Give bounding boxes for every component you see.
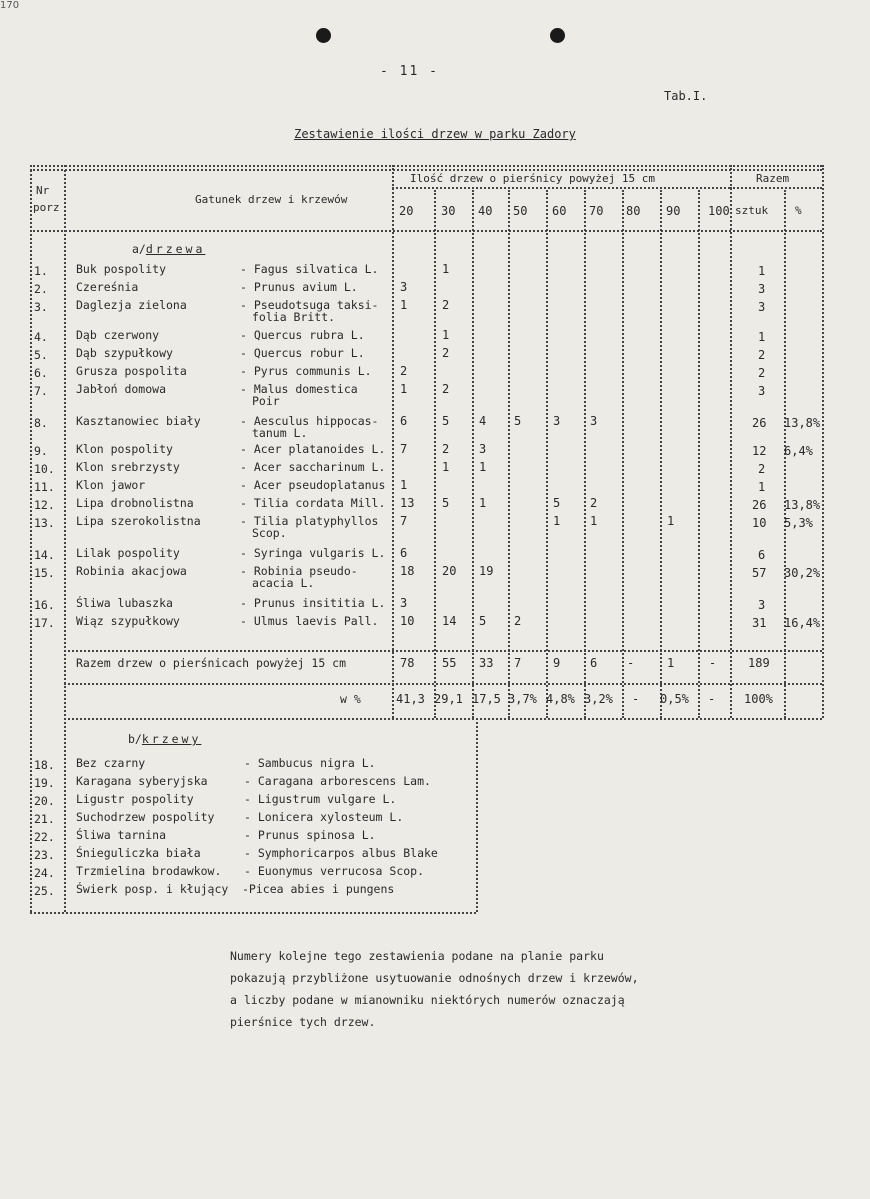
tree-row-count-30: 2 (442, 382, 450, 396)
tree-row-latin-name: - Pseudotsuga taksi- (240, 298, 379, 312)
header-pieces: sztuk (735, 204, 769, 217)
tree-row-count-50: 2 (514, 614, 522, 628)
tree-row-polish-name: Grusza pospolita (76, 364, 187, 378)
tree-row-nr: 1. (34, 264, 48, 278)
shrub-row-latin-name: - Euonymus verrucosa Scop. (244, 864, 425, 878)
sum-row-value-100: - (709, 656, 717, 670)
pct-row-value-40: 17,5 (472, 692, 501, 706)
pct-row-label: w % (340, 692, 361, 706)
diameter-column-border (660, 190, 662, 718)
shrub-row-latin-name: - Ligustrum vulgare L. (244, 792, 397, 806)
tree-row-nr: 3. (34, 300, 48, 314)
tree-row-total: 3 (758, 384, 766, 398)
total-group-rule (730, 187, 822, 189)
tree-row-total: 3 (758, 300, 766, 314)
shrub-row-latin-name: -Picea abies i pungens (242, 882, 395, 896)
tree-row-nr: 10. (34, 462, 55, 476)
sum-row-value-20: 78 (400, 656, 415, 670)
handwritten-note: 170 (0, 0, 20, 11)
tree-row-count-20: 10 (400, 614, 415, 628)
tree-row-nr: 12. (34, 498, 55, 512)
tree-row-count-30: 1 (442, 262, 450, 276)
left-border (30, 165, 32, 912)
sum-row-total: 189 (748, 656, 770, 670)
tree-row-nr: 16. (34, 598, 55, 612)
shrub-row-nr: 25. (34, 884, 55, 898)
pct-row-total: 100% (744, 692, 773, 706)
tree-row-polish-name: Dąb szypułkowy (76, 346, 173, 360)
tree-row-nr: 7. (34, 384, 48, 398)
shrub-row-polish-name: Karagana syberyjska (76, 774, 208, 788)
header-percent: % (795, 204, 802, 217)
shrub-row-latin-name: - Caragana arborescens Lam. (244, 774, 431, 788)
tree-row-count-40: 19 (479, 564, 494, 578)
table-reference: Tab.I. (664, 89, 708, 103)
tree-row-nr: 6. (34, 366, 48, 380)
diameter-column-border (546, 190, 548, 718)
tree-row-latin-name: - Tilia cordata Mill. (240, 496, 386, 510)
diameter-column-border (698, 190, 700, 718)
tree-row-count-40: 1 (479, 496, 487, 510)
header-diameter-90: 90 (666, 204, 681, 218)
tree-row-count-50: 5 (514, 414, 522, 428)
tree-row-count-30: 1 (442, 460, 450, 474)
shrub-row-polish-name: Trzmielina brodawkow. (76, 864, 222, 878)
tree-row-count-30: 1 (442, 328, 450, 342)
sum-top-rule (64, 650, 822, 652)
header-bottom-rule (30, 230, 822, 232)
tree-row-nr: 2. (34, 282, 48, 296)
header-count-group: Ilość drzew o pierśnicy powyżej 15 cm (410, 172, 656, 185)
tree-row-total: 2 (758, 366, 766, 380)
tree-row-count-20: 1 (400, 298, 408, 312)
tree-row-polish-name: Klon srebrzysty (76, 460, 180, 474)
shrub-row-latin-name: - Symphoricarpos albus Blake (244, 846, 438, 860)
tree-row-total: 1 (758, 264, 766, 278)
shrub-row-nr: 20. (34, 794, 55, 808)
header-diameter-50: 50 (513, 204, 528, 218)
tree-row-latin-name: Poir (252, 394, 280, 408)
tree-row-count-60: 1 (553, 514, 561, 528)
tree-row-polish-name: Czereśnia (76, 280, 139, 294)
tree-row-nr: 9. (34, 444, 48, 458)
tree-row-nr: 11. (34, 480, 55, 494)
tree-row-nr: 8. (34, 416, 48, 430)
tree-row-count-20: 7 (400, 442, 408, 456)
tree-row-count-90: 1 (667, 514, 675, 528)
tree-row-latin-name: - Tilia platyphyllos (240, 514, 379, 528)
tree-row-latin-name: tanum L. (252, 426, 308, 440)
tree-row-total: 1 (758, 480, 766, 494)
tree-row-latin-name: - Acer saccharinum L. (240, 460, 386, 474)
tree-row-count-20: 1 (400, 478, 408, 492)
sum-row-value-70: 6 (590, 656, 598, 670)
tree-row-total: 3 (758, 282, 766, 296)
shrub-row-nr: 23. (34, 848, 55, 862)
sum-row-label: Razem drzew o pierśnicach powyżej 15 cm (76, 656, 347, 670)
shrub-row-polish-name: Świerk posp. i kłujący (76, 882, 229, 896)
tree-row-count-70: 1 (590, 514, 598, 528)
tree-row-polish-name: Lipa szerokolistna (76, 514, 201, 528)
tree-row-count-60: 5 (553, 496, 561, 510)
tree-row-count-30: 20 (442, 564, 457, 578)
trees-section-label (132, 242, 205, 256)
diameter-column-border (584, 190, 586, 718)
tree-row-count-30: 5 (442, 496, 450, 510)
tree-row-latin-name: - Acer pseudoplatanus (240, 478, 386, 492)
tree-row-count-20: 13 (400, 496, 415, 510)
tree-row-count-40: 3 (479, 442, 487, 456)
tree-row-count-30: 14 (442, 614, 457, 628)
shrub-row-polish-name: Śliwa tarnina (76, 828, 167, 842)
pct-row-value-70: 3,2% (584, 692, 613, 706)
tree-row-count-60: 3 (553, 414, 561, 428)
tree-row-percent: 30,2% (784, 566, 821, 580)
diameter-column-border (472, 190, 474, 718)
tree-row-latin-name: - Robinia pseudo- (240, 564, 358, 578)
tree-row-latin-name: - Prunus avium L. (240, 280, 358, 294)
tree-row-count-20: 1 (400, 382, 408, 396)
tree-row-total: 3 (758, 598, 766, 612)
shrub-row-nr: 21. (34, 812, 55, 826)
tree-row-latin-name: - Malus domestica (240, 382, 358, 396)
tree-row-latin-name: - Fagus silvatica L. (240, 262, 379, 276)
footnote (230, 945, 700, 1033)
shrub-row-nr: 19. (34, 776, 55, 790)
header-diameter-20: 20 (399, 204, 414, 218)
tree-row-count-20: 7 (400, 514, 408, 528)
tree-row-count-40: 1 (479, 460, 487, 474)
tree-row-count-20: 6 (400, 546, 408, 560)
tree-row-percent: 13,8% (784, 498, 821, 512)
tree-row-total: 57 (752, 566, 767, 580)
tree-row-latin-name: - Aesculus hippocas- (240, 414, 379, 428)
tree-row-latin-name: folia Britt. (252, 310, 336, 324)
shrub-row-latin-name: - Prunus spinosa L. (244, 828, 376, 842)
sum-row-value-80: - (627, 656, 635, 670)
tree-row-count-70: 2 (590, 496, 598, 510)
header-diameter-80: 80 (626, 204, 641, 218)
tree-row-polish-name: Klon jawor (76, 478, 146, 492)
section-title: drzewa (145, 242, 206, 256)
shrub-row-nr: 24. (34, 866, 55, 880)
tree-row-latin-name: - Syringa vulgaris L. (240, 546, 386, 560)
tree-row-latin-name: - Quercus rubra L. (240, 328, 365, 342)
footnote-line: pierśnice tych drzew. (230, 1015, 376, 1029)
tree-row-polish-name: Robinia akacjowa (76, 564, 187, 578)
tree-row-polish-name: Wiąz szypułkowy (76, 614, 180, 628)
shrub-row-polish-name: Suchodrzew pospolity (76, 810, 215, 824)
shrubs-section-label (128, 732, 201, 746)
footnote-line: a liczby podane w mianowniku niektórych numerów oznaczają (230, 993, 625, 1007)
tree-row-count-20: 6 (400, 414, 408, 428)
shrub-row-nr: 18. (34, 758, 55, 772)
sum-bottom-rule (64, 683, 822, 685)
pct-row-value-20: 41,3 (396, 692, 425, 706)
tree-row-total: 12 (752, 444, 767, 458)
shrub-row-polish-name: Ligustr pospolity (76, 792, 194, 806)
shrubs-right-border (476, 718, 478, 912)
table-title: Zestawienie ilości drzew w parku Zadory (294, 127, 576, 141)
tree-row-latin-name: acacia L. (252, 576, 315, 590)
tree-row-count-40: 4 (479, 414, 487, 428)
tree-row-polish-name: Daglezja zielona (76, 298, 187, 312)
tree-row-total: 26 (752, 416, 767, 430)
sum-row-value-30: 55 (442, 656, 457, 670)
header-species: Gatunek drzew i krzewów (195, 193, 348, 206)
tree-row-count-20: 2 (400, 364, 408, 378)
tree-row-total: 6 (758, 548, 766, 562)
header-nr-porz: porz (33, 201, 60, 214)
sum-row-value-60: 9 (553, 656, 561, 670)
header-diameter-60: 60 (552, 204, 567, 218)
shrub-row-latin-name: - Sambucus nigra L. (244, 756, 376, 770)
species-column-border (392, 165, 394, 718)
section-prefix: b/ (128, 732, 142, 746)
tree-row-count-20: 3 (400, 280, 408, 294)
tree-row-nr: 4. (34, 330, 48, 344)
table-top-rule (30, 165, 822, 167)
section-prefix: a/ (132, 242, 146, 256)
tree-row-percent: 16,4% (784, 616, 821, 630)
nr-column-border (64, 165, 66, 912)
sum-row-value-90: 1 (667, 656, 675, 670)
sum-row-value-40: 33 (479, 656, 494, 670)
header-nr: Nr (36, 184, 50, 197)
tree-row-latin-name: - Acer platanoides L. (240, 442, 386, 456)
shrub-row-nr: 22. (34, 830, 55, 844)
tree-row-polish-name: Klon pospolity (76, 442, 173, 456)
tree-row-percent: 5,3% (784, 516, 813, 530)
tree-row-count-30: 5 (442, 414, 450, 428)
count-group-rule (392, 187, 730, 189)
pct-row-value-60: 4,8% (546, 692, 575, 706)
section-title: krzewy (141, 732, 202, 746)
tree-row-total: 31 (752, 616, 767, 630)
tree-row-total: 26 (752, 498, 767, 512)
tree-row-total: 10 (752, 516, 767, 530)
tree-row-count-30: 2 (442, 346, 450, 360)
table-bottom-rule (30, 912, 476, 914)
right-border (822, 165, 824, 718)
tree-row-count-30: 2 (442, 442, 450, 456)
tree-row-nr: 15. (34, 566, 55, 580)
pct-row-value-100: - (708, 692, 716, 706)
tree-row-total: 1 (758, 330, 766, 344)
punch-hole-left (316, 28, 331, 43)
tree-row-latin-name: - Pyrus communis L. (240, 364, 372, 378)
tree-row-percent: 13,8% (784, 416, 821, 430)
tree-row-polish-name: Dąb czerwony (76, 328, 160, 342)
pct-bottom-rule (64, 718, 822, 720)
pct-row-value-80: - (632, 692, 640, 706)
footnote-line: pokazują przybliżone usytuowanie odnośnych drzew i krzewów, (230, 971, 639, 985)
sum-row-value-50: 7 (514, 656, 522, 670)
tree-row-count-20: 18 (400, 564, 415, 578)
header-diameter-30: 30 (441, 204, 456, 218)
tree-row-polish-name: Lilak pospolity (76, 546, 180, 560)
tree-row-polish-name: Lipa drobnolistna (76, 496, 194, 510)
tree-row-polish-name: Jabłoń domowa (76, 382, 167, 396)
tree-row-count-40: 5 (479, 614, 487, 628)
tree-row-latin-name: - Prunus insititia L. (240, 596, 386, 610)
header-diameter-40: 40 (478, 204, 493, 218)
tree-row-latin-name: Scop. (252, 526, 287, 540)
header-diameter-100: 100 (708, 204, 730, 218)
page-number: - 11 - (380, 64, 439, 79)
total-column-border (730, 165, 732, 718)
tree-row-count-70: 3 (590, 414, 598, 428)
tree-row-percent: 6,4% (784, 444, 813, 458)
tree-row-nr: 5. (34, 348, 48, 362)
diameter-column-border (622, 190, 624, 718)
pct-row-value-30: 29,1 (434, 692, 463, 706)
tree-row-total: 2 (758, 348, 766, 362)
tree-row-latin-name: - Quercus robur L. (240, 346, 365, 360)
tree-row-nr: 17. (34, 616, 55, 630)
tree-row-polish-name: Buk pospolity (76, 262, 167, 276)
header-total: Razem (756, 172, 790, 185)
punch-hole-right (550, 28, 565, 43)
pct-row-value-50: 3,7% (508, 692, 537, 706)
header-diameter-70: 70 (589, 204, 604, 218)
footnote-line: Numery kolejne tego zestawienia podane na planie parku (230, 949, 604, 963)
tree-row-count-20: 3 (400, 596, 408, 610)
tree-row-total: 2 (758, 462, 766, 476)
shrub-row-latin-name: - Lonicera xylosteum L. (244, 810, 404, 824)
tree-row-polish-name: Kasztanowiec biały (76, 414, 201, 428)
table-top-rule-double (30, 169, 822, 171)
tree-row-polish-name: Śliwa lubaszka (76, 596, 173, 610)
pct-row-value-90: 0,5% (660, 692, 689, 706)
tree-row-count-30: 2 (442, 298, 450, 312)
tree-row-nr: 13. (34, 516, 55, 530)
diameter-column-border (508, 190, 510, 718)
tree-row-latin-name: - Ulmus laevis Pall. (240, 614, 379, 628)
shrub-row-polish-name: Bez czarny (76, 756, 146, 770)
diameter-column-border (434, 190, 436, 718)
tree-row-nr: 14. (34, 548, 55, 562)
shrub-row-polish-name: Śnieguliczka biała (76, 846, 201, 860)
